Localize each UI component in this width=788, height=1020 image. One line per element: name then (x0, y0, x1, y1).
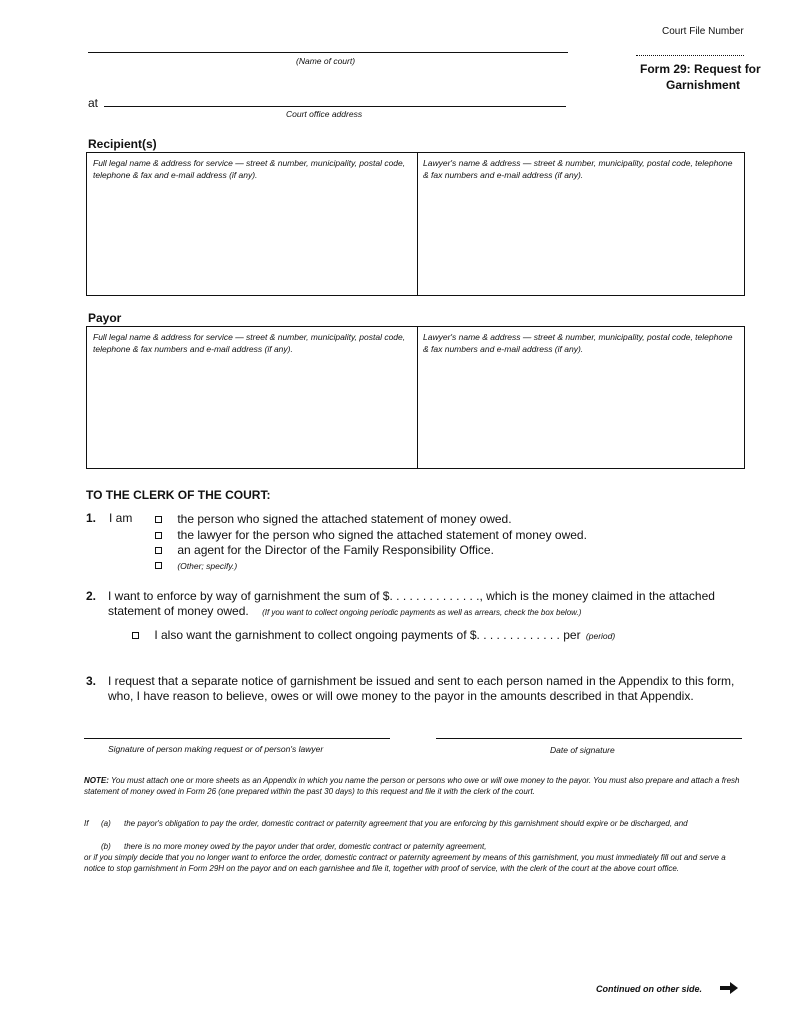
recipients-box (86, 152, 745, 296)
signature-line[interactable] (84, 738, 390, 739)
date-label: Date of signature (550, 745, 615, 755)
ongoing-payments-label: I also want the garnishment to collect ongoing payments of $. . . . . . . . . . . . . per (154, 628, 581, 642)
court-name-label: (Name of court) (296, 56, 356, 66)
item1-option-agent[interactable] (155, 543, 494, 558)
lawyer-checkbox[interactable] (155, 532, 162, 539)
other-checkbox[interactable] (155, 562, 162, 569)
note-if: If (84, 819, 89, 828)
agent-option-label: an agent for the Director of the Family Responsibility Office. (177, 543, 494, 557)
court-file-number-label: Court File Number (662, 26, 744, 37)
item3-number: 3. (86, 674, 97, 688)
right-arrow-icon (720, 982, 738, 994)
ongoing-payments-checkbox[interactable] (132, 632, 139, 639)
at-label: at (88, 96, 99, 110)
lawyer-option-label: the lawyer for the person who signed the attached statement of money owed. (177, 528, 587, 542)
note-label: NOTE: (84, 776, 109, 785)
note-a-text: the payor's obligation to pay the order, domestic contract or paternity agreement that you are enforcing by this garnishment should expire or be discharged, and (124, 819, 688, 828)
signer-option-label: the person who signed the attached statement of money owed. (177, 512, 512, 526)
item3-line1: I request that a separate notice of garnishment be issued and sent to each person named in the Appendix to this form, (108, 674, 735, 688)
period-label: (period) (585, 631, 616, 641)
signer-checkbox[interactable] (155, 516, 162, 523)
item2-note: (If you want to collect ongoing periodic payments as well as arrears, check the box below.) (262, 608, 582, 617)
item2-number: 2. (86, 589, 97, 603)
payor-info-label: Full legal name & address for service — street & number, municipality, postal code, telephone & fax numbers and e-mail address (if any). (93, 332, 406, 354)
agent-checkbox[interactable] (155, 547, 162, 554)
signature-label: Signature of person making request or of person's lawyer (108, 744, 324, 754)
item2-line2: statement of money owed. (108, 604, 249, 618)
item3-line2: who, I have reason to believe, owes or will owe money to the payor in the amounts described in that Appendix. (108, 689, 694, 703)
payor-lawyer-label: Lawyer's name & address — street & number, municipality, postal code, telephone & fax numbers and e-mail address (if any). (423, 332, 733, 354)
other-option-label: (Other; specify.) (177, 561, 238, 571)
court-name-line[interactable] (88, 52, 568, 53)
form-title-line2: Garnishment (666, 78, 741, 92)
recipient-lawyer-field[interactable] (417, 153, 744, 295)
note-closing: or if you simply decide that you no longer want to enforce the order, domestic contract or paternity agreement by means of this garnishment, you must immediately fill out and serve a notice to stop garnishment in Form 29H on the payor and on each garnishee and file it, together with proof of service, with the clerk of the court at the above court office. (84, 853, 726, 873)
form-title-line1: Form 29: Request for (640, 62, 761, 76)
recipient-info-label: Full legal name & address for service — street & number, municipality, postal code, telephone & fax and e-mail address (if any). (93, 158, 406, 180)
item1-option-lawyer[interactable] (155, 528, 587, 543)
recipient-info-field[interactable] (87, 153, 417, 295)
payor-info-field[interactable] (87, 327, 417, 468)
clerk-heading: TO THE CLERK OF THE COURT: (86, 488, 271, 502)
payor-box (86, 326, 745, 469)
date-line[interactable] (436, 738, 742, 739)
item2-line1: I want to enforce by way of garnishment the sum of $. . . . . . . . . . . . . ., which is the money claimed in the attached (108, 589, 715, 603)
payor-lawyer-field[interactable] (417, 327, 744, 468)
court-address-line[interactable] (104, 106, 566, 107)
item1-number: 1. (86, 511, 97, 525)
payor-title: Payor (88, 311, 122, 325)
item1-lead: I am (109, 511, 133, 525)
note-paragraph (84, 776, 744, 797)
court-address-label: Court office address (286, 109, 363, 119)
item1-option-signer[interactable] (155, 512, 512, 527)
note-b-text: there is no more money owed by the payor under that order, domestic contract or paternity agreement, (124, 842, 487, 851)
continued-label: Continued on other side. (596, 984, 702, 994)
recipient-lawyer-label: Lawyer's name & address — street & number, municipality, postal code, telephone & fax numbers and e-mail address (if any). (423, 158, 733, 180)
item2-ongoing-option[interactable] (132, 628, 615, 644)
item1-option-other[interactable] (155, 558, 237, 574)
court-file-number-field[interactable] (636, 55, 744, 56)
note-b-label: (b) (101, 842, 111, 851)
note-text: You must attach one or more sheets as an Appendix in which you name the person or persons who owe or will owe money to the payor. You must also prepare and attach a fresh statement of money owed in Form 26 (one prepared within the past 30 days) to this request and file it with the clerk of the court. (84, 776, 740, 796)
recipients-title: Recipient(s) (88, 137, 157, 151)
note-a-label: (a) (101, 819, 111, 828)
